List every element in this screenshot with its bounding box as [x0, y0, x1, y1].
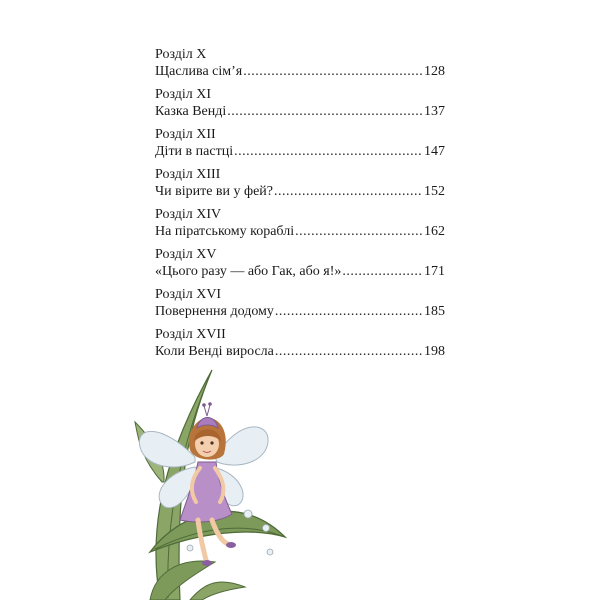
- chapter-number: Розділ XV: [155, 247, 217, 262]
- leader-dots: [275, 303, 422, 320]
- page-number: 171: [424, 264, 445, 279]
- toc-entry: [155, 86, 445, 120]
- toc-line: [155, 303, 445, 320]
- page-number: 185: [424, 304, 445, 319]
- toc-line: [155, 63, 445, 80]
- chapter-number: Розділ XIII: [155, 167, 221, 182]
- leader-dots: [342, 263, 422, 280]
- leader-dots: [274, 183, 422, 200]
- toc-entry: [155, 206, 445, 240]
- chapter-title: Чи вірите ви у фей?: [155, 184, 274, 199]
- chapter-title: Щаслива сім’я: [155, 64, 243, 79]
- chapter-number: Розділ XVI: [155, 287, 222, 302]
- toc-line: [155, 263, 445, 280]
- page-number: 152: [424, 184, 445, 199]
- bottom-leaf: [190, 582, 245, 600]
- chapter-title: На піратському кораблі: [155, 224, 295, 239]
- chapter-number: Розділ X: [155, 47, 207, 62]
- chapter-title: Казка Венді: [155, 104, 227, 119]
- chapter-title: Діти в пастці: [155, 144, 234, 159]
- toc-entry: [155, 326, 445, 360]
- leader-dots: [234, 143, 422, 160]
- leader-dots: [275, 343, 422, 360]
- chapter-number: Розділ XI: [155, 87, 211, 102]
- toc-line: [155, 103, 445, 120]
- page-number: 147: [424, 144, 445, 159]
- chapter-number: Розділ XIV: [155, 207, 222, 222]
- table-of-contents: [155, 46, 445, 366]
- chapter-number: Розділ XVII: [155, 327, 226, 342]
- page-number: 198: [424, 344, 445, 359]
- page-number: 137: [424, 104, 445, 119]
- leader-dots: [227, 103, 422, 120]
- toc-entry: [155, 246, 445, 280]
- toc-line: [155, 343, 445, 360]
- toc-line: [155, 143, 445, 160]
- toc-line: [155, 183, 445, 200]
- chapter-number: Розділ XII: [155, 127, 216, 142]
- toc-line: [155, 223, 445, 240]
- chapter-title: «Цього разу — або Гак, або я!»: [155, 264, 342, 279]
- leader-dots: [243, 63, 422, 80]
- chapter-title: Повернення додому: [155, 304, 274, 319]
- page-number: 162: [424, 224, 445, 239]
- toc-entry: [155, 166, 445, 200]
- toc-entry: [155, 286, 445, 320]
- chapter-title: Коли Венді виросла: [155, 344, 274, 359]
- fairy-on-leaf-illustration: [120, 362, 290, 600]
- toc-entry: [155, 46, 445, 80]
- leader-dots: [295, 223, 422, 240]
- page-number: 128: [424, 64, 445, 79]
- toc-entry: [155, 126, 445, 160]
